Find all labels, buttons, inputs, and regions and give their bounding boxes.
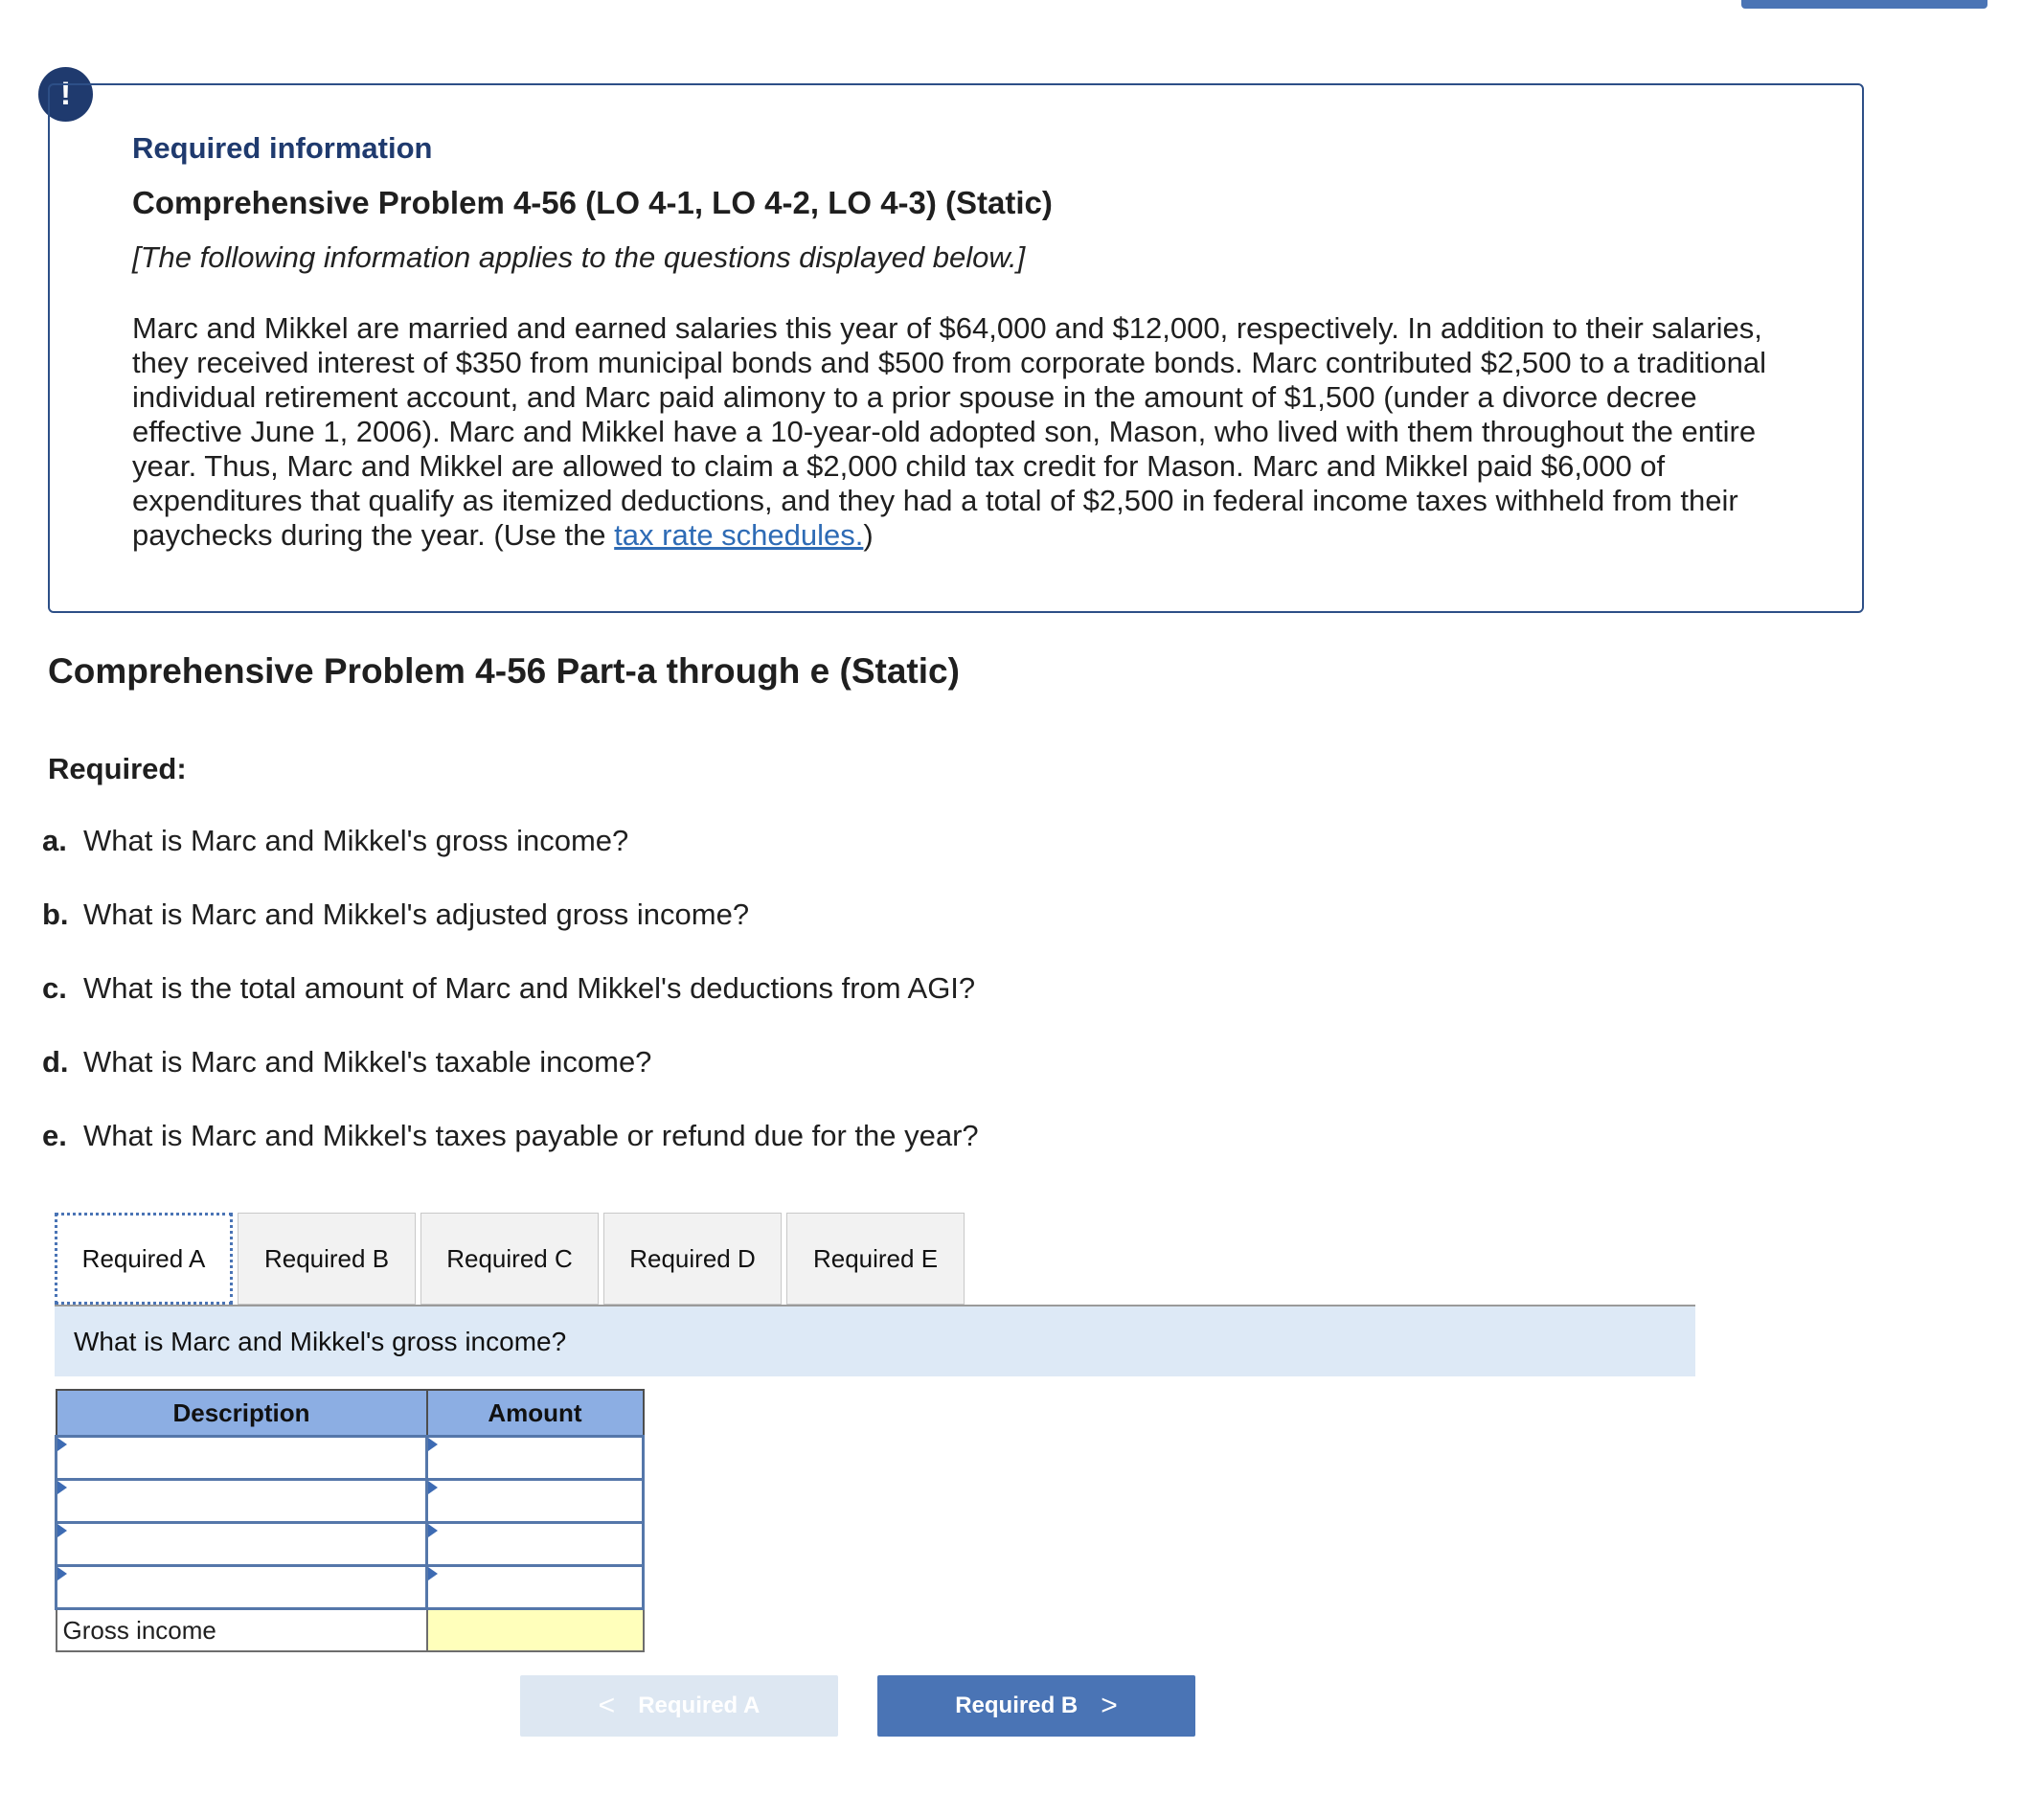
gross-income-total-row <box>57 1609 644 1652</box>
description-header: Description <box>57 1390 427 1437</box>
question-item <box>42 1045 979 1119</box>
amount-input[interactable] <box>427 1566 644 1609</box>
dropdown-marker-icon <box>428 1567 438 1580</box>
problem-paragraph <box>132 311 1808 553</box>
description-input[interactable] <box>57 1480 427 1523</box>
next-button-label: Required B <box>955 1693 1079 1718</box>
table-row <box>57 1437 644 1480</box>
question-letter: c. <box>42 971 67 1005</box>
description-input[interactable] <box>57 1437 427 1480</box>
question-text: What is the total amount of Marc and Mikkel's deductions from AGI? <box>83 971 976 1005</box>
tax-rate-schedules-link[interactable]: tax rate schedules. <box>614 518 864 552</box>
chevron-left-icon: < <box>598 1690 616 1721</box>
dropdown-marker-icon <box>428 1481 438 1494</box>
dropdown-marker-icon <box>57 1567 67 1580</box>
table-row <box>57 1566 644 1609</box>
question-item <box>42 1119 979 1193</box>
question-item <box>42 971 979 1045</box>
info-note: [The following information applies to the questions displayed below.] <box>132 240 1026 274</box>
chevron-right-icon: > <box>1101 1690 1118 1721</box>
dropdown-marker-icon <box>428 1438 438 1451</box>
tab-required-c[interactable]: Required C <box>420 1213 599 1305</box>
tab-required-b[interactable]: Required B <box>238 1213 416 1305</box>
amount-input[interactable] <box>427 1480 644 1523</box>
dropdown-marker-icon <box>428 1524 438 1537</box>
tab-required-d[interactable]: Required D <box>603 1213 782 1305</box>
previous-required-a-button[interactable] <box>520 1675 838 1737</box>
table-row <box>57 1523 644 1566</box>
current-question-bar: What is Marc and Mikkel's gross income? <box>55 1306 1695 1376</box>
required-label: Required: <box>48 752 187 785</box>
question-item <box>42 898 979 971</box>
required-tabs <box>55 1213 969 1305</box>
question-text: What is Marc and Mikkel's taxable income? <box>83 1045 652 1079</box>
gross-income-table <box>55 1389 645 1652</box>
question-text: What is Marc and Mikkel's taxes payable or refund due for the year? <box>83 1119 979 1152</box>
gross-income-total-value <box>427 1609 644 1652</box>
amount-input[interactable] <box>427 1437 644 1480</box>
alert-icon: ! <box>38 67 93 122</box>
tab-required-e[interactable]: Required E <box>786 1213 965 1305</box>
next-required-b-button[interactable] <box>877 1675 1195 1737</box>
description-input[interactable] <box>57 1566 427 1609</box>
question-letter: a. <box>42 824 67 857</box>
gross-income-label: Gross income <box>57 1609 427 1652</box>
question-list <box>42 824 979 1193</box>
tab-required-a[interactable]: Required A <box>55 1213 233 1305</box>
question-text: What is Marc and Mikkel's adjusted gross income? <box>83 898 750 931</box>
dropdown-marker-icon <box>57 1481 67 1494</box>
paragraph-end: ) <box>863 518 874 552</box>
required-information-box <box>48 83 1864 613</box>
paragraph-text: Marc and Mikkel are married and earned salaries this year of $64,000 and $12,000, respectively. In addition to their salaries, they received interest of $350 from municipal bonds and $500 from corporate bonds. Marc contributed $2,500 to a traditional individual retirement account, and Marc paid alimony to a prior spouse in the amount of $1,500 (under a divorce decree effective June 1, 2006). Marc and Mikkel have a 10-year-old adopted son, Mason, who lived with them throughout the entire year. Thus, Marc and Mikkel are allowed to claim a $2,000 child tax credit for Mason. Marc and Mikkel paid $6,000 of expenditures that qualify as itemized deductions, and they had a total of $2,500 in federal income taxes withheld from their paychecks during the year. (Use the <box>132 311 1766 552</box>
dropdown-marker-icon <box>57 1438 67 1451</box>
question-text: What is Marc and Mikkel's gross income? <box>83 824 629 857</box>
table-row <box>57 1480 644 1523</box>
prev-button-label: Required A <box>638 1693 761 1718</box>
part-title: Comprehensive Problem 4-56 Part-a through e (Static) <box>48 651 960 691</box>
question-letter: e. <box>42 1119 67 1152</box>
amount-input[interactable] <box>427 1523 644 1566</box>
question-letter: d. <box>42 1045 69 1079</box>
top-strip <box>1741 0 1987 9</box>
question-letter: b. <box>42 898 69 931</box>
question-item <box>42 824 979 898</box>
dropdown-marker-icon <box>57 1524 67 1537</box>
amount-header: Amount <box>427 1390 644 1437</box>
required-information-heading: Required information <box>132 131 433 165</box>
description-input[interactable] <box>57 1523 427 1566</box>
problem-title: Comprehensive Problem 4-56 (LO 4-1, LO 4-2, LO 4-3) (Static) <box>132 185 1053 220</box>
